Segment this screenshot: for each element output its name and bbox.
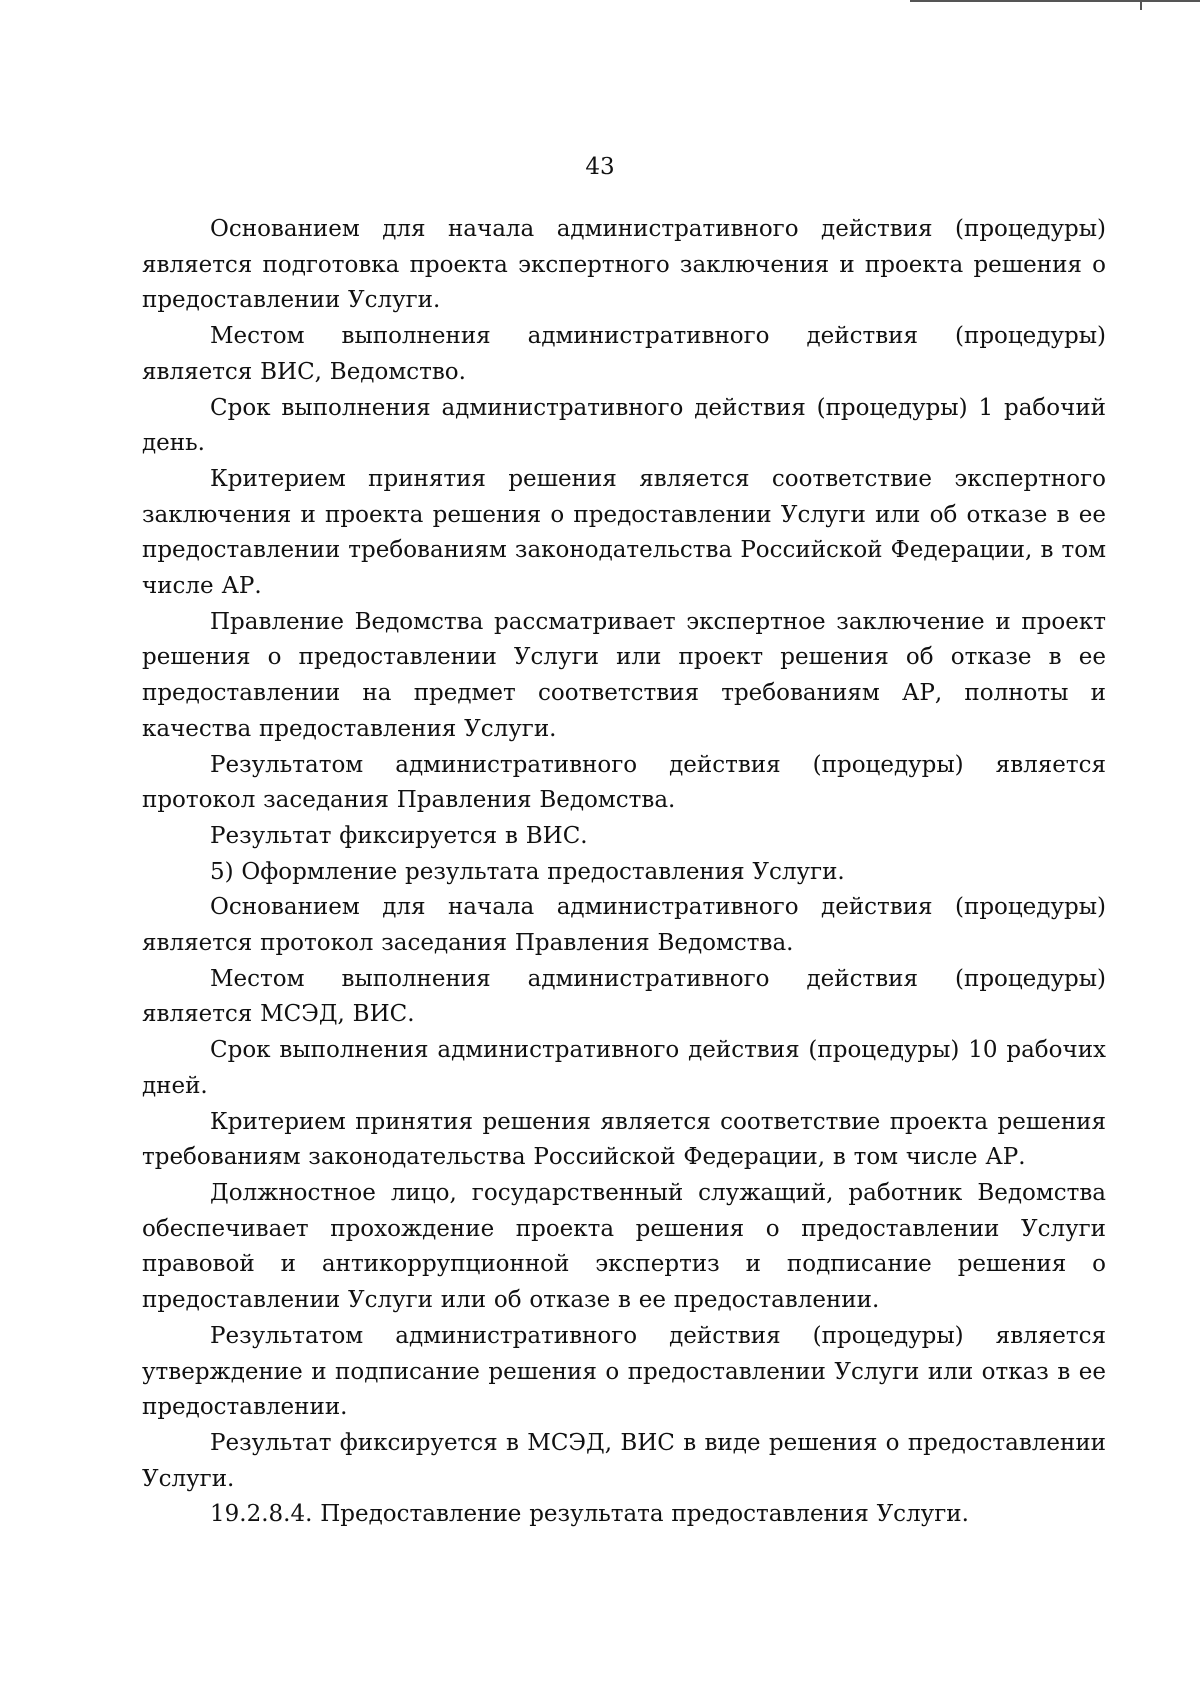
paragraph: Результат фиксируется в ВИС.: [210, 822, 588, 849]
paragraph: Результатом административного действия (процедуры) является протокол заседания Правления Ведомства.: [142, 751, 1106, 814]
scan-edge-tick: [1140, 0, 1142, 10]
paragraph: Результатом административного действия (процедуры) является утверждение и подписание решения о предоставлении Услуги или отказ в ее предоставлении.: [142, 1322, 1106, 1421]
paragraph: Основанием для начала административного действия (процедуры) является протокол заседания Правления Ведомства.: [142, 894, 1106, 957]
paragraph: Правление Ведомства рассматривает экспертное заключение и проект решения о предоставлении Услуги или проект решения об отказе в ее предоставлении на предмет соответствия требованиям АР, полноты и качества предоставления Услуги.: [142, 608, 1106, 742]
page-number: 43: [585, 154, 615, 180]
paragraph: Критерием принятия решения является соответствие экспертного заключения и проекта решения о предоставлении Услуги или об отказе в ее предоставлении требованиям законодательства Российской Федерации, в том числе АР.: [142, 465, 1106, 600]
section-heading: 19.2.8.4. Предоставление результата предоставления Услуги.: [210, 1501, 969, 1528]
paragraph: Срок выполнения административного действия (процедуры) 1 рабочий день.: [142, 394, 1106, 457]
section-heading: 5) Оформление результата предоставления Услуги.: [210, 858, 845, 885]
paragraph: Результат фиксируется в МСЭД, ВИС в виде решения о предоставлении Услуги.: [142, 1429, 1106, 1492]
paragraph: Срок выполнения административного действия (процедуры) 10 рабочих дней.: [142, 1037, 1106, 1099]
paragraph: Основанием для начала административного действия (процедуры) является подготовка проекта экспертного заключения и проекта решения о предоставлении Услуги.: [142, 216, 1106, 314]
scan-edge-line: [910, 0, 1200, 6]
paragraph: Местом выполнения административного действия (процедуры) является ВИС, Ведомство.: [142, 323, 1106, 385]
paragraph: Критерием принятия решения является соответствие проекта решения требованиям законодательства Российской Федерации, в том числе АР.: [142, 1108, 1106, 1171]
document-body: [142, 212, 1106, 1533]
paragraph: Местом выполнения административного действия (процедуры) является МСЭД, ВИС.: [142, 965, 1106, 1028]
paragraph: Должностное лицо, государственный служащий, работник Ведомства обеспечивает прохождение проекта решения о предоставлении Услуги правовой и антикоррупционной экспертиз и подписание решения о предоставлении Услуги или об отказе в ее предоставлении.: [142, 1179, 1106, 1314]
